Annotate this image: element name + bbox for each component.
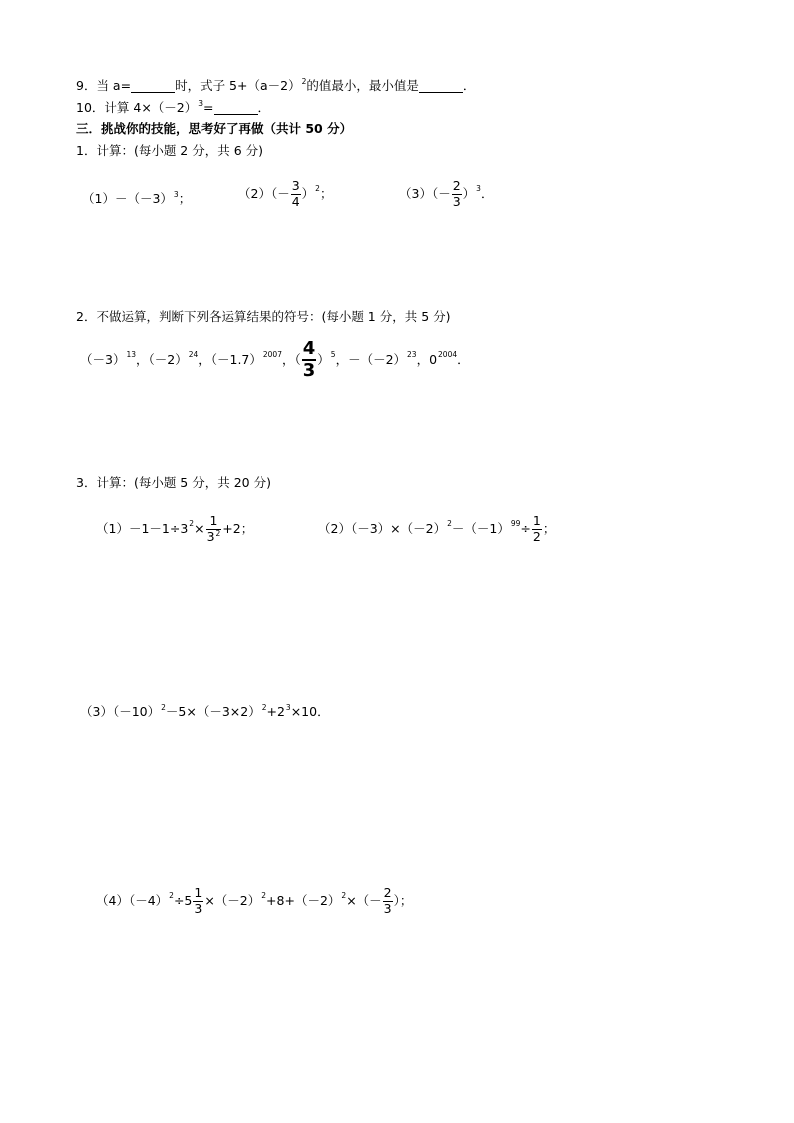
p3b-exp-2: 99 [510, 519, 521, 529]
p1c-fraction [452, 180, 462, 208]
problem-3-heading-text: 3．计算：(每小题 5 分，共 20 分) [76, 475, 271, 490]
q9-mid: 时，式子 5+（a－2） [175, 78, 301, 94]
p1c-exponent: 3 [476, 184, 481, 194]
q9-answer-blank-min[interactable] [419, 80, 463, 93]
p3d-numerator: 1 [194, 885, 203, 900]
p3d-pre: （4）（－4） [96, 892, 169, 908]
p3d-numerator-2: 2 [383, 885, 392, 900]
p2-end: ． [457, 351, 470, 367]
problem-1b [238, 180, 332, 208]
p1b-close: ） [301, 185, 315, 201]
p3d-exp-1: 2 [169, 891, 174, 901]
p1b-label: （2）（－ [238, 185, 290, 201]
p3a-post: +2； [222, 520, 254, 536]
p1a-exponent: 3 [173, 189, 179, 199]
p1c-denominator: 3 [452, 193, 461, 209]
q9-exponent: 2 [301, 76, 307, 86]
q10-lead: 10．计算 4×（－2） [76, 100, 198, 116]
p2-sep-5: ，－（－2） [335, 351, 407, 367]
p2-exp-3: 2007 [262, 350, 282, 360]
p1a-label: （1）－（－3） [82, 191, 173, 206]
problem-3a [96, 515, 253, 543]
p2-exp-5: 23 [407, 350, 417, 360]
p2-sep-6: ，0 [416, 351, 438, 367]
problem-3d [96, 887, 412, 915]
p2-exp-2: 24 [188, 350, 199, 360]
p3b-fraction [532, 515, 542, 543]
p3c-end: ×10． [290, 704, 330, 719]
p1b-denominator: 4 [291, 193, 300, 209]
p1b-fraction [291, 180, 301, 208]
p3d-exp-2: 2 [261, 891, 267, 901]
p3d-denominator: 3 [194, 900, 203, 916]
p2-sep-1: ，（－2） [136, 351, 188, 367]
question-9 [76, 76, 476, 94]
p3d-mixed-fraction [193, 887, 203, 915]
q9-tail: 的值最小，最小值是 [306, 78, 419, 94]
q10-tail: = [203, 100, 214, 116]
p1b-numerator: 3 [291, 178, 300, 193]
problem-1-heading-text: 1．计算：(每小题 2 分，共 6 分) [76, 143, 264, 158]
p1c-label: （3）（－ [399, 185, 451, 201]
p3d-mid-2: ×（－2） [204, 892, 261, 908]
p3a-mul: × [194, 520, 205, 536]
p2-exp-1: 13 [126, 350, 136, 360]
p3a-den-base: 3 [206, 528, 215, 544]
q10-exponent: 3 [198, 98, 204, 108]
p3c-pre: （3）（－10） [80, 704, 161, 719]
q10-end: ． [257, 100, 271, 116]
p2-sep-4: ） [317, 351, 330, 367]
p1c-close: ） [462, 185, 476, 201]
problem-2-heading-text: 2．不做运算，判断下列各运算结果的符号：(每小题 1 分，共 5 分) [76, 309, 451, 324]
p3c-mid: －5×（－3×2） [165, 704, 261, 719]
p3b-pre: （2）（－3）×（－2） [318, 520, 447, 536]
problem-3-heading [76, 477, 271, 490]
q10-answer-blank[interactable] [214, 102, 258, 115]
problem-2-expressions [80, 340, 470, 380]
problem-1-heading [76, 145, 263, 158]
problem-3c [80, 702, 330, 719]
p1c-numerator: 2 [452, 178, 461, 193]
section-3-heading-text: 三．挑战你的技能，思考好了再做（共计 50 分） [76, 121, 353, 136]
p3b-denominator: 2 [532, 528, 541, 544]
p3d-mid-4: ×（－ [346, 892, 382, 908]
p3b-div: ÷ [520, 520, 531, 536]
p2-denominator: 3 [302, 360, 316, 381]
p1c-end: ． [480, 185, 494, 201]
q9-end: ． [462, 78, 476, 94]
p1b-exponent: 2 [315, 184, 320, 194]
p3c-mid-2: +2 [266, 704, 285, 719]
p3a-den-exp: 2 [215, 528, 221, 538]
p3a-numerator: 1 [209, 513, 218, 528]
p3d-denominator-2: 3 [383, 900, 392, 916]
q9-answer-blank-a[interactable] [131, 80, 175, 93]
p1a-end: ； [178, 191, 192, 206]
p3b-end: ； [542, 520, 556, 536]
p3b-mid: －（－1） [451, 520, 510, 536]
p1b-end: ； [319, 185, 333, 201]
p3b-numerator: 1 [532, 513, 541, 528]
p3d-mid-3: +8+（－2） [266, 892, 341, 908]
p3c-exp-3: 3 [285, 702, 291, 712]
p3a-fraction [206, 515, 222, 543]
p3c-exp-2: 2 [261, 702, 267, 712]
p3c-exp-1: 2 [161, 702, 166, 712]
p3d-fraction-2 [383, 887, 393, 915]
problem-1c [399, 180, 493, 208]
p2-fraction [302, 340, 317, 380]
q9-lead: 9．当 a= [76, 78, 132, 94]
p2-sep-3: ，（ [281, 351, 301, 367]
p2-sep-2: ，（－1.7） [198, 351, 262, 367]
section-3-heading [76, 123, 352, 136]
p2-numerator: 4 [302, 338, 316, 359]
p2-term-1: （－3） [80, 351, 126, 367]
question-10 [76, 98, 271, 116]
p3d-end: ）； [393, 892, 413, 908]
p2-exp-6: 2004 [438, 350, 458, 360]
p3d-exp-3: 2 [341, 891, 347, 901]
p3a-pre: （1）－1－1÷3 [96, 520, 189, 536]
p3a-denominator [206, 529, 222, 544]
problem-1a [82, 189, 192, 206]
problem-2-heading [76, 311, 451, 324]
p3d-mid: ÷5 [173, 892, 193, 908]
p3a-exp: 2 [189, 519, 195, 529]
p3b-exp-1: 2 [447, 519, 452, 529]
problem-3b [318, 515, 555, 543]
p2-exp-4: 5 [330, 350, 336, 360]
